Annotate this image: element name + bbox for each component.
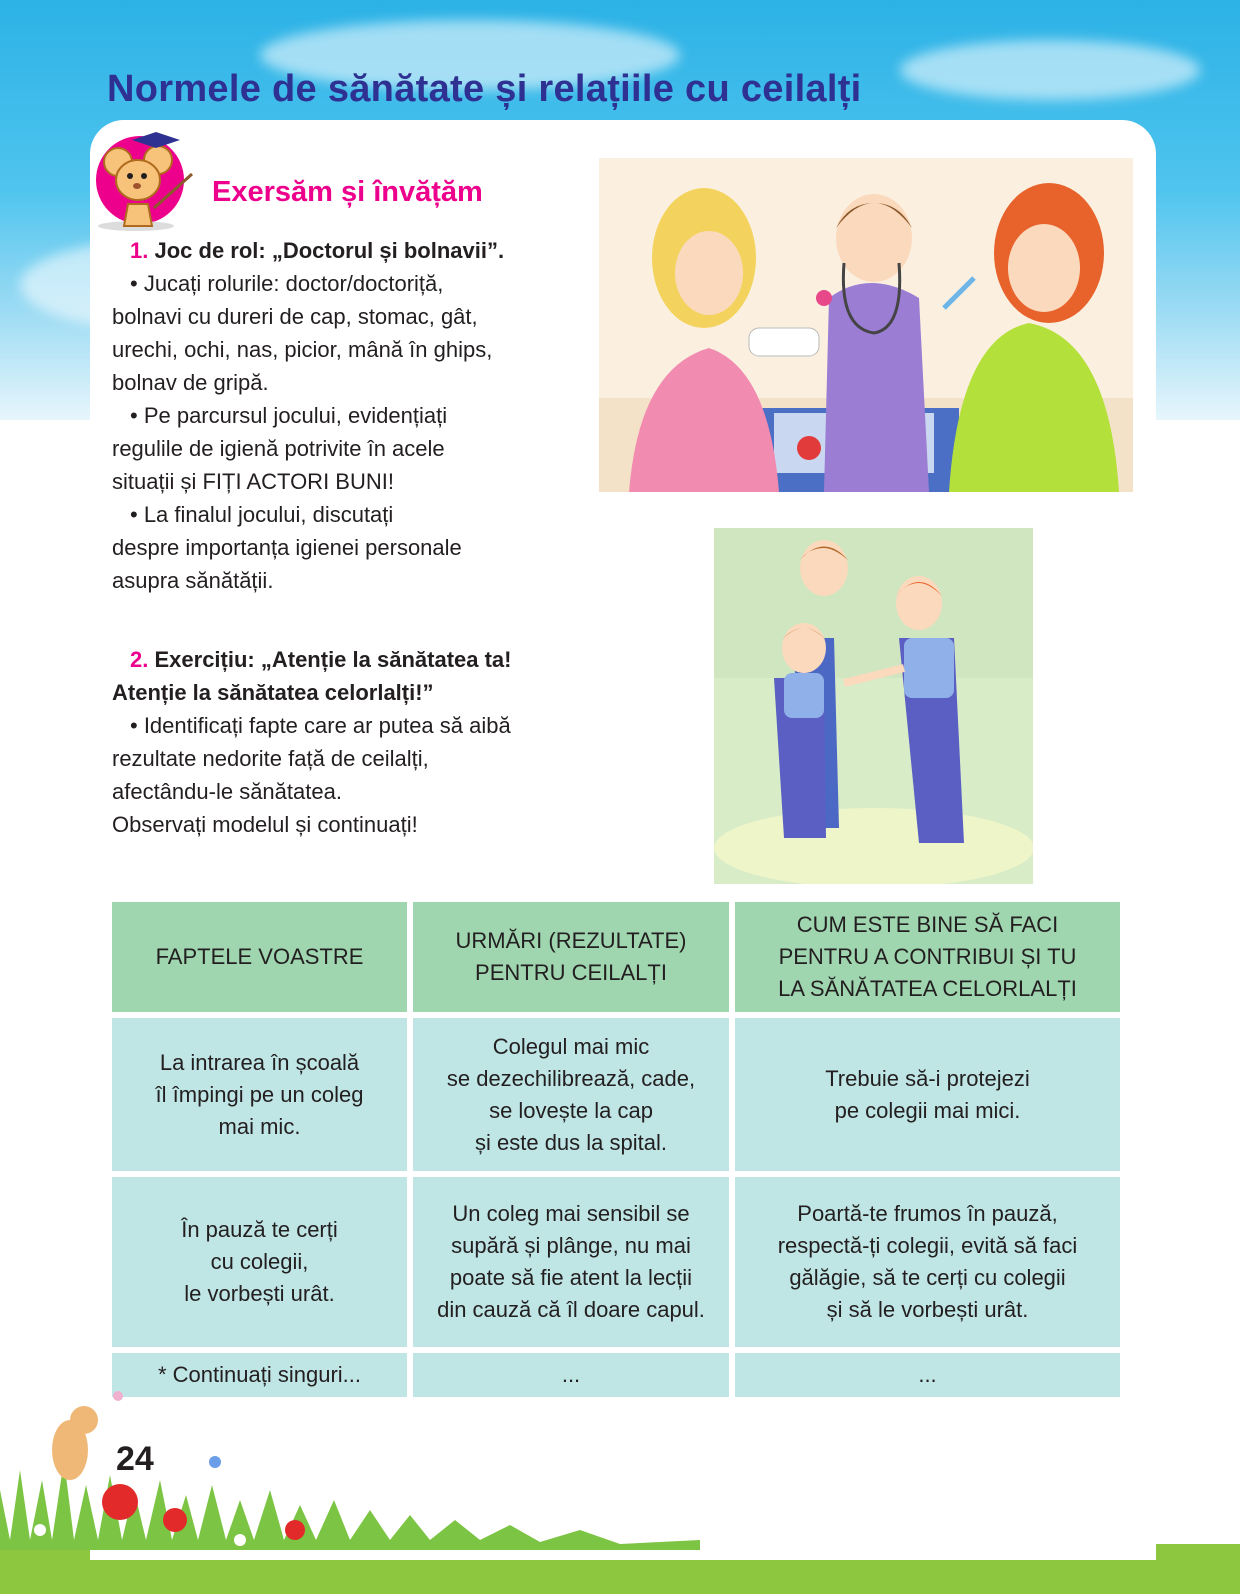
- table-cell: * Continuați singuri...: [112, 1353, 407, 1397]
- table-header-cell: CUM ESTE BINE SĂ FACI PENTRU A CONTRIBUI ȘI TU LA SĂNĂTATEA CELORLALȚI: [735, 902, 1120, 1012]
- mouse-teacher-icon: [92, 122, 204, 234]
- table-row: [112, 1177, 1120, 1347]
- exercise-2-line: Observați modelul și continuați!: [112, 812, 418, 837]
- page-number: 24: [116, 1440, 154, 1478]
- table-header-row: [112, 902, 1120, 1012]
- exercise-2-line: afectându-le sănătatea.: [112, 779, 342, 804]
- schoolboys-illustration: [714, 528, 1033, 884]
- exercise-1: [112, 234, 612, 597]
- table-cell: În pauză te cerți cu colegii, le vorbești urât.: [112, 1177, 407, 1347]
- exercise-2-heading: [112, 643, 612, 676]
- table-cell: La intrarea în școală îl împingi pe un coleg mai mic.: [112, 1018, 407, 1171]
- exercise-1-line: bolnav de gripă.: [112, 370, 269, 395]
- section-title: Exersăm și învățăm: [212, 176, 483, 208]
- exercise-1-line: • La finalul jocului, discutați: [130, 502, 394, 527]
- page-title: Normele de sănătate și relațiile cu ceilalți: [107, 68, 862, 110]
- exercise-1-number: 1.: [130, 238, 149, 263]
- table-row: [112, 1018, 1120, 1171]
- table-cell: Trebuie să-i protejezi pe colegii mai mici.: [735, 1018, 1120, 1171]
- exercise-1-line: despre importanța igienei personale: [112, 535, 462, 560]
- exercise-2-number: 2.: [130, 647, 149, 672]
- exercise-2-line: rezultate nedorite față de ceilalți,: [112, 746, 429, 771]
- table-cell: Colegul mai mic se dezechilibrează, cade, se lovește la cap și este dus la spital.: [413, 1018, 729, 1171]
- exercise-2-line: • Identificați fapte care ar putea să aibă: [130, 713, 511, 738]
- exercise-1-line: regulile de igienă potrivite în acele: [112, 436, 445, 461]
- exercise-2-title: Exercițiu: „Atenție la sănătatea ta!: [154, 647, 512, 672]
- doctor-roleplay-illustration: [599, 158, 1133, 492]
- exercise-1-line: bolnavi cu dureri de cap, stomac, gât,: [112, 304, 478, 329]
- exercise-1-line: • Jucați rolurile: doctor/doctoriță,: [130, 271, 444, 296]
- exercise-2: [112, 643, 612, 841]
- table-header-cell: FAPTELE VOASTRE: [112, 902, 407, 1012]
- grass-decoration: [0, 1390, 700, 1550]
- facts-table: [106, 896, 1126, 1403]
- exercise-1-title: Joc de rol: „Doctorul și bolnavii”.: [154, 238, 505, 263]
- exercise-2-title-line2: Atenție la sănătatea celorlalți!”: [112, 680, 434, 705]
- table-cell: ...: [735, 1353, 1120, 1397]
- table-cell: Un coleg mai sensibil se supără și plânge, nu mai poate să fie atent la lecții din cauză că îl doare capul.: [413, 1177, 729, 1347]
- table-header-cell: URMĂRI (REZULTATE) PENTRU CEILALȚI: [413, 902, 729, 1012]
- exercise-1-line: urechi, ochi, nas, picior, mână în ghips,: [112, 337, 493, 362]
- exercise-1-line: • Pe parcursul jocului, evidențiați: [130, 403, 448, 428]
- table-cell: ...: [413, 1353, 729, 1397]
- table-cell: Poartă-te frumos în pauză, respectă-ți colegii, evită să faci gălăgie, să te cerți cu colegii și să le vorbești urât.: [735, 1177, 1120, 1347]
- exercise-1-line: situații și FIȚI ACTORI BUNI!: [112, 469, 394, 494]
- exercise-1-heading: [112, 234, 612, 267]
- exercise-1-line: asupra sănătății.: [112, 568, 274, 593]
